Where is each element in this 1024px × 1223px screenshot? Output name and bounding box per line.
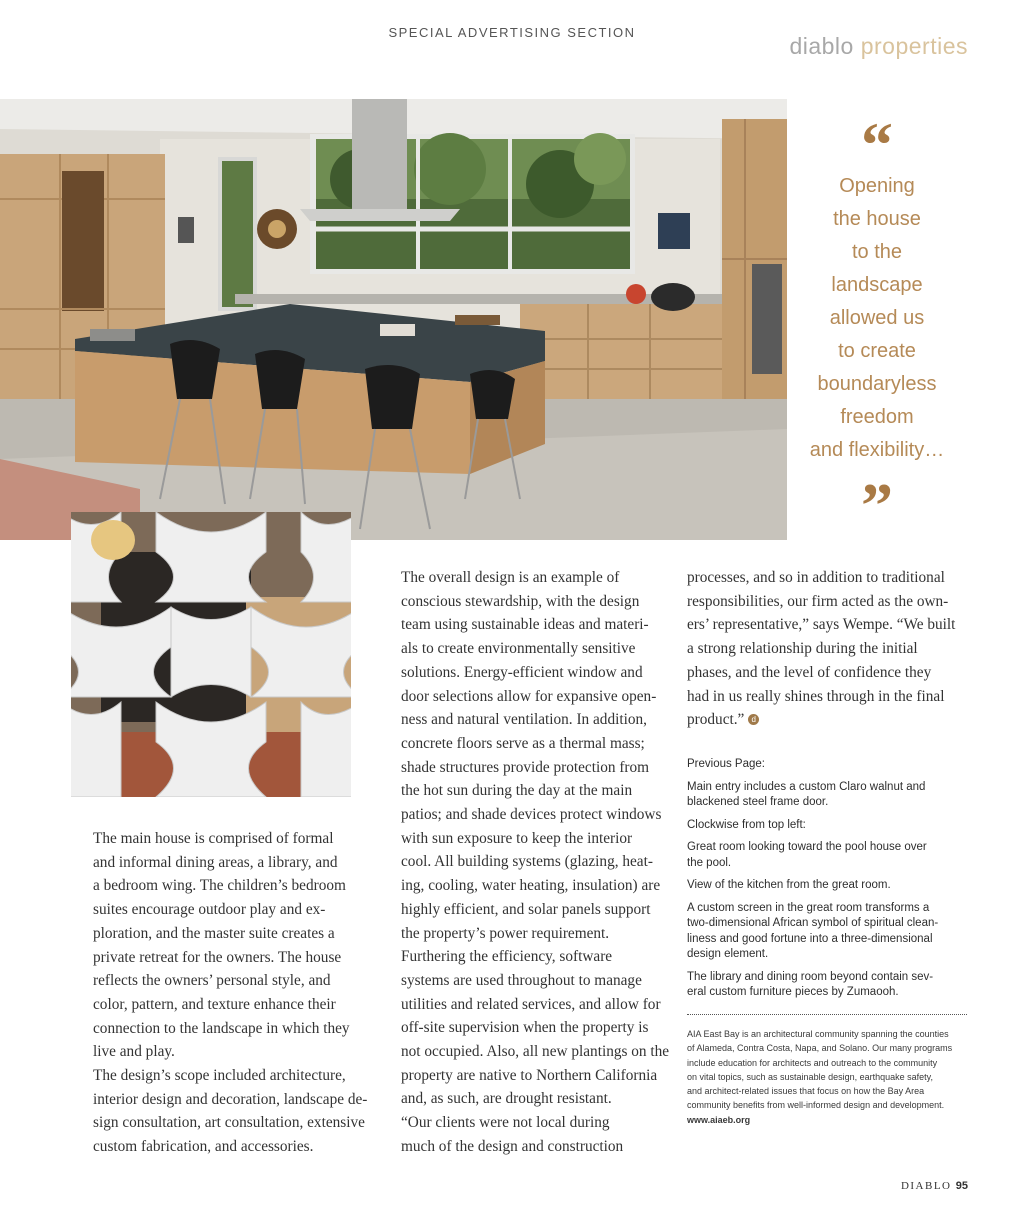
end-mark-icon: d bbox=[748, 714, 759, 725]
text-line: cool. All building systems (glazing, heat- bbox=[401, 853, 653, 871]
caption-item bbox=[687, 840, 969, 871]
caption-item bbox=[687, 970, 969, 1001]
text-line: highly efficient, and solar panels support bbox=[401, 900, 651, 918]
text-line: much of the design and construction bbox=[401, 1137, 624, 1155]
paragraph bbox=[687, 566, 972, 732]
pull-quote bbox=[792, 109, 962, 541]
text-line: solutions. Energy-efficient window and bbox=[401, 663, 643, 681]
paragraph bbox=[71, 1064, 368, 1159]
text-line: live and play. bbox=[93, 1043, 175, 1061]
text-line: a strong relationship during the initial bbox=[687, 640, 918, 658]
quote-open-mark: “ bbox=[861, 109, 893, 180]
text-line: with sun exposure to keep the interior bbox=[401, 829, 633, 847]
body-column-3 bbox=[687, 566, 972, 732]
text-line: The design’s scope included architecture, bbox=[93, 1067, 346, 1085]
caption-line: blackened steel frame door. bbox=[687, 796, 829, 808]
aia-website-link[interactable]: www.aiaeb.org bbox=[687, 1114, 751, 1125]
brand-logo bbox=[789, 33, 968, 60]
pull-quote-line: and flexibility… bbox=[809, 439, 945, 461]
caption-line: View of the kitchen from the great room. bbox=[687, 879, 891, 891]
text-line: Furthering the efficiency, software bbox=[401, 948, 613, 966]
text-line: suites encourage outdoor play and ex- bbox=[93, 901, 326, 919]
aia-line: community benefits from well-informed design and development. bbox=[687, 1100, 945, 1111]
text-line: a bedroom wing. The children’s bedroom bbox=[93, 877, 346, 895]
aia-line: of Alameda, Contra Costa, Napa, and Solano. Our many programs bbox=[687, 1043, 953, 1054]
page-folio bbox=[901, 1180, 968, 1192]
text-line: patios; and shade devices protect windows bbox=[401, 806, 662, 824]
caption-line: Great room looking toward the pool house over bbox=[687, 841, 927, 853]
paragraph bbox=[379, 1111, 664, 1158]
text-line: utilities and related services, and allow for bbox=[401, 995, 661, 1013]
text-line: connection to the landscape in which they bbox=[93, 1019, 350, 1037]
text-line: The overall design is an example of bbox=[401, 569, 620, 586]
pull-quote-line: freedom bbox=[840, 406, 914, 428]
pull-quote-line: allowed us bbox=[829, 307, 925, 329]
body-column-1 bbox=[71, 827, 368, 1159]
brand-part-2: properties bbox=[853, 33, 968, 59]
text-last: product.” bbox=[687, 711, 745, 729]
text-line bbox=[687, 708, 972, 732]
caption-line: The library and dining room beyond contain sev- bbox=[687, 970, 934, 983]
text-line: ploration, and the master suite creates a bbox=[93, 924, 335, 942]
dotted-divider bbox=[687, 1014, 967, 1015]
text-line: had in us really shines through in the final bbox=[687, 687, 945, 705]
text-line: ing, cooling, water heating, insulation) are bbox=[401, 877, 661, 895]
text-line: not occupied. Also, all new plantings on the bbox=[401, 1043, 670, 1061]
brand-part-1: diablo bbox=[789, 33, 854, 59]
caption-clockwise-heading: Clockwise from top left: bbox=[687, 818, 806, 831]
text-line: The main house is comprised of formal bbox=[93, 830, 334, 847]
aia-line: AIA East Bay is an architectural community spanning the counties bbox=[687, 1029, 949, 1039]
text-line: als to create environmentally sensitive bbox=[401, 640, 636, 658]
folio-magazine: DIABLO bbox=[900, 1180, 952, 1192]
text-line: phases, and the level of confidence they bbox=[687, 663, 932, 681]
text-line: team using sustainable ideas and materi- bbox=[401, 616, 649, 634]
caption-previous-text bbox=[687, 780, 969, 811]
body-column-2 bbox=[379, 566, 670, 1159]
aia-blurb bbox=[687, 1027, 972, 1127]
pull-quote-line: to create bbox=[838, 340, 916, 362]
text-line: concrete floors serve as a thermal mass; bbox=[401, 734, 645, 752]
text-line: sign consultation, art consultation, extensive bbox=[93, 1114, 365, 1132]
pull-quote-line: the house bbox=[833, 208, 921, 230]
text-line: conscious stewardship, with the design bbox=[401, 592, 640, 610]
caption-previous-heading: Previous Page: bbox=[687, 758, 765, 770]
caption-line: A custom screen in the great room transforms a bbox=[687, 901, 930, 914]
text-line: and, as such, are drought resistant. bbox=[401, 1090, 612, 1108]
pull-quote-text bbox=[792, 170, 962, 467]
text-line: “Our clients were not local during bbox=[401, 1114, 610, 1132]
text-line: property are native to Northern California bbox=[401, 1066, 658, 1084]
text-line: systems are used throughout to manage bbox=[401, 971, 642, 989]
aia-line: and architect-related issues that focus on how the Bay Area bbox=[687, 1086, 925, 1097]
paragraph bbox=[71, 827, 356, 1064]
quote-close-mark: ” bbox=[861, 470, 893, 541]
text-line: custom fabrication, and accessories. bbox=[93, 1138, 314, 1156]
text-line: door selections allow for expansive open- bbox=[401, 687, 657, 705]
text-line: color, pattern, and texture enhance their bbox=[93, 995, 336, 1013]
section-label: SPECIAL ADVERTISING SECTION bbox=[388, 25, 636, 40]
text-line: and informal dining areas, a library, and bbox=[93, 853, 338, 871]
text-line: processes, and so in addition to traditional bbox=[687, 569, 945, 586]
paragraph bbox=[379, 566, 664, 945]
text-line: the property’s power requirement. bbox=[401, 924, 610, 942]
page-number: 95 bbox=[955, 1180, 968, 1192]
caption-line: the pool. bbox=[687, 856, 732, 869]
caption-line: eral custom furniture pieces by Zumaooh. bbox=[687, 986, 899, 998]
text-line: the hot sun during the day at the main bbox=[401, 782, 633, 800]
photo-captions bbox=[687, 757, 969, 1008]
text-line: reflects the owners’ personal style, and bbox=[93, 972, 331, 990]
caption-line: design element. bbox=[687, 948, 769, 960]
text-line: responsibilities, our firm acted as the own- bbox=[687, 592, 949, 610]
pull-quote-line: Opening bbox=[839, 175, 915, 197]
text-line: off-site supervision when the property is bbox=[401, 1019, 649, 1037]
text-line: interior design and decoration, landscape de- bbox=[93, 1090, 368, 1108]
caption-line: Main entry includes a custom Claro walnut and bbox=[687, 780, 926, 793]
pull-quote-line: landscape bbox=[831, 274, 923, 296]
pull-quote-line: boundaryless bbox=[817, 373, 937, 395]
caption-line: liness and good fortune into a three-dimensional bbox=[687, 932, 933, 945]
text-line: shade structures provide protection from bbox=[401, 758, 650, 776]
caption-line: two-dimensional African symbol of spiritual clean- bbox=[687, 917, 939, 929]
caption-item bbox=[687, 901, 969, 963]
aia-line: include education for architects and outreach to the community bbox=[687, 1057, 938, 1068]
text-line: private retreat for the owners. The house bbox=[93, 948, 342, 966]
caption-item bbox=[687, 878, 969, 894]
screen-photo bbox=[71, 512, 351, 797]
text-line: ness and natural ventilation. In addition, bbox=[401, 711, 647, 729]
pull-quote-line: to the bbox=[851, 241, 903, 263]
aia-line: on vital topics, such as sustainable design, earthquake safety, bbox=[687, 1071, 933, 1082]
text-line: ers’ representative,” says Wempe. “We built bbox=[687, 616, 956, 634]
kitchen-photo bbox=[0, 99, 787, 540]
paragraph bbox=[379, 945, 670, 1111]
